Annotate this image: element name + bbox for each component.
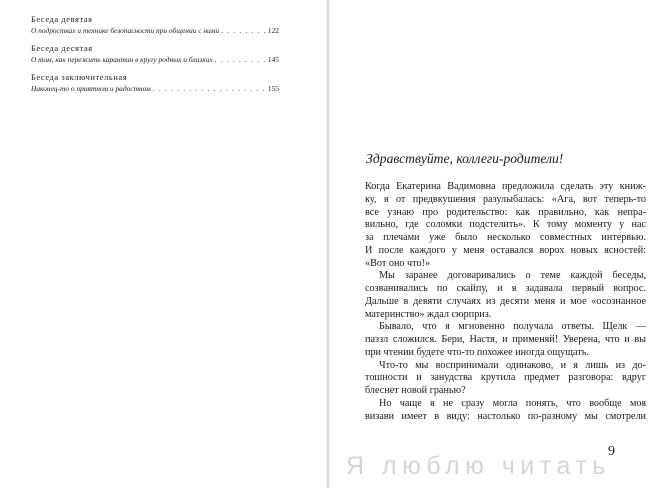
toc-entry-description: О подростках и технике безопасности при общении с ними (31, 26, 220, 35)
toc-entry-description: Наконец-то о приятном и радостном (31, 84, 151, 93)
text-line: вильно, где соломки подстелить». К тому моменту у нас (365, 219, 646, 231)
text-line: тошности и занудства крутила предмет разговора: вдруг (365, 372, 646, 384)
body-text (365, 181, 646, 423)
chapter-heading: Здравствуйте, коллеги-родители! (366, 151, 564, 166)
watermark-text: Я люблю читать (346, 452, 611, 480)
toc-entry (31, 43, 279, 65)
toc-entry-title: Беседа девятая (31, 15, 93, 24)
right-page (330, 0, 659, 488)
left-page (0, 0, 326, 488)
toc-entry-line (31, 25, 279, 36)
text-line: созванивались по скайпу, и я задавала первый вопрос. (365, 283, 646, 294)
text-line: Но чаще я не сразу могла понять, что вообще моя (379, 397, 646, 409)
toc-entry (31, 72, 279, 94)
toc-entry-page: 122 (267, 26, 279, 35)
table-of-contents (31, 14, 279, 101)
text-line: Бывало, что я мгновенно получала ответы. Щелк — (379, 321, 646, 333)
toc-entry-description: О том, как пережить карантин в кругу родных и близких (31, 55, 213, 64)
text-line: за плечами уже было несколько совместных интервью. (365, 232, 646, 243)
toc-entry (31, 14, 279, 36)
toc-dot-leader (153, 83, 266, 94)
text-line: «Вот оно что!» (365, 257, 431, 269)
text-line: паззл сложился. Бери, Настя, и применяй! Уверена, что и вы (365, 334, 646, 345)
toc-entry-title: Беседа десятая (31, 44, 93, 53)
text-line: Что-то мы воспринимали одинаково, и я лишь из до- (379, 359, 646, 371)
text-line: материнство» ждал сюрприз. (365, 308, 492, 320)
text-line: блеснет новой гранью? (365, 385, 466, 396)
toc-entry-line (31, 54, 279, 65)
toc-entry-page: 145 (267, 55, 279, 64)
text-line: ку, я от предвкушения разулыбалась: «Ага, вот теперь-то (365, 193, 646, 205)
text-line: Мы заранее договаривались о теме каждой беседы, (379, 270, 646, 282)
text-line: Дальше в девяти случаях из десяти меня и мое «осознанное (365, 295, 646, 307)
toc-entry-title: Беседа заключительная (31, 73, 128, 82)
text-line: И после каждого у меня оставался ворох новых ясностей: (365, 244, 646, 256)
text-line: визави имеет в виду: настолько по-разному мы смотрели (365, 410, 646, 422)
text-line: при чтении будете что-то похожее иногда ощущать. (365, 346, 589, 358)
page-number: 9 (608, 444, 615, 459)
text-line: все узнаю про родительство: как правильно, как непра- (365, 206, 646, 218)
toc-entry-line (31, 83, 279, 94)
toc-dot-leader (221, 25, 266, 36)
toc-entry-page: 155 (267, 84, 279, 93)
text-line: Когда Екатерина Вадимовна предложила сделать эту книж- (365, 181, 646, 192)
toc-dot-leader (215, 54, 266, 65)
